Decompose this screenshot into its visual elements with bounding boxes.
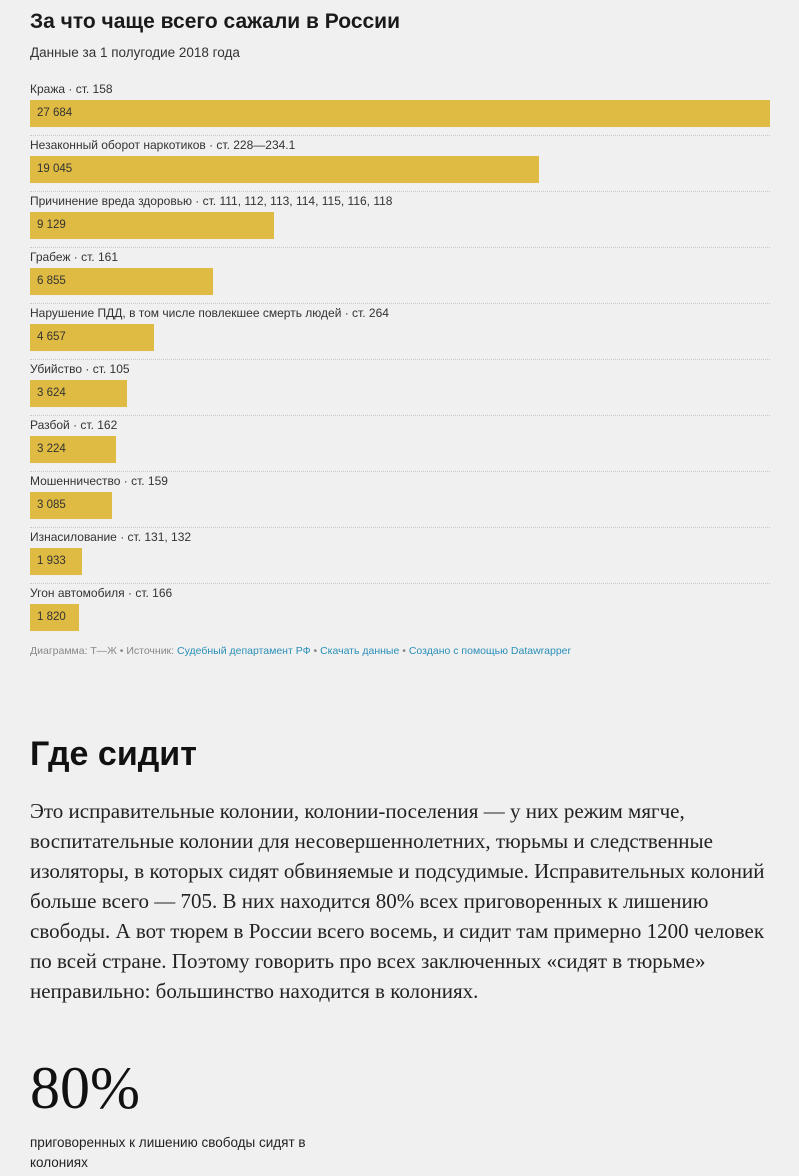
bar-label: Причинение вреда здоровью · ст. 111, 112, 113, 114, 115, 116, 118	[30, 194, 393, 208]
footer-prefix: Диаграмма: Т—Ж • Источник:	[30, 645, 177, 657]
bar	[30, 492, 112, 519]
bar-label: Грабеж · ст. 161	[30, 250, 118, 264]
bar-value-label: 1 933	[37, 555, 66, 567]
bar-value-label: 4 657	[37, 331, 66, 343]
download-data-link[interactable]: Скачать данные	[320, 645, 400, 657]
bar-row	[30, 248, 770, 304]
bar-value-label: 27 684	[37, 107, 73, 119]
bar-row	[30, 528, 770, 584]
stat-value: 80%	[30, 1055, 140, 1121]
bar	[30, 604, 79, 631]
bar-row	[30, 80, 770, 136]
bar-label: Мошенничество · ст. 159	[30, 474, 168, 488]
bar-label: Кража · ст. 158	[30, 82, 113, 96]
bar-row	[30, 360, 770, 416]
section-heading: Где сидит	[30, 735, 197, 773]
datawrapper-link[interactable]: Создано с помощью Datawrapper	[408, 645, 572, 657]
bar-value-label: 3 085	[37, 499, 66, 511]
bar-row	[30, 304, 770, 360]
bar-row	[30, 192, 770, 248]
bar	[30, 548, 82, 575]
article-paragraph: Это исправительные колонии, колонии-поселения — у них режим мягче, воспитательные колонии для несовершеннолетних, тюрьмы и следственные изоляторы, в которых сидят обвиняемые и подсудимые. Исправительных колоний больше всего — 705. В них находится 80% всех приговоренных к лишению свободы. А вот тюрем в России всего восемь, и сидит там примерно 1200 человек по всей стране. Поэтому говорить про всех заключенных «сидят в тюрьме» неправильно: большинство находится в колониях.	[30, 799, 765, 1003]
bar-value-label: 3 624	[37, 387, 66, 399]
bar-value-label: 1 820	[37, 611, 66, 623]
bar-row	[30, 136, 770, 192]
bar-label: Разбой · ст. 162	[30, 418, 118, 432]
bar-value-label: 3 224	[37, 443, 66, 455]
chart-title: За что чаще всего сажали в России	[30, 10, 400, 33]
chart-footer	[30, 645, 571, 657]
bar-value-label: 19 045	[37, 163, 73, 175]
bar-label: Убийство · ст. 105	[30, 362, 130, 376]
bar-label: Незаконный оборот наркотиков · ст. 228—234.1	[30, 138, 296, 152]
bar-row	[30, 584, 770, 640]
source-link[interactable]: Судебный департамент РФ	[177, 645, 311, 657]
bar	[30, 380, 127, 407]
footer-separator: •	[310, 645, 321, 657]
bar	[30, 436, 116, 463]
bar-row	[30, 416, 770, 472]
stat-caption: приговоренных к лишению свободы сидят в колониях	[30, 1135, 306, 1170]
bar-row	[30, 472, 770, 528]
bar-label: Нарушение ПДД, в том числе повлекшее смерть людей · ст. 264	[30, 306, 389, 320]
bar	[30, 156, 539, 183]
bar-value-label: 9 129	[37, 219, 66, 231]
bar	[30, 268, 213, 295]
bar	[30, 100, 770, 127]
bar-label: Изнасилование · ст. 131, 132	[30, 530, 192, 544]
bar	[30, 324, 154, 351]
bar-value-label: 6 855	[37, 275, 66, 287]
bar-label: Угон автомобиля · ст. 166	[30, 586, 173, 600]
footer-separator: •	[399, 645, 409, 657]
bar	[30, 212, 274, 239]
chart-subtitle: Данные за 1 полугодие 2018 года	[30, 45, 240, 60]
